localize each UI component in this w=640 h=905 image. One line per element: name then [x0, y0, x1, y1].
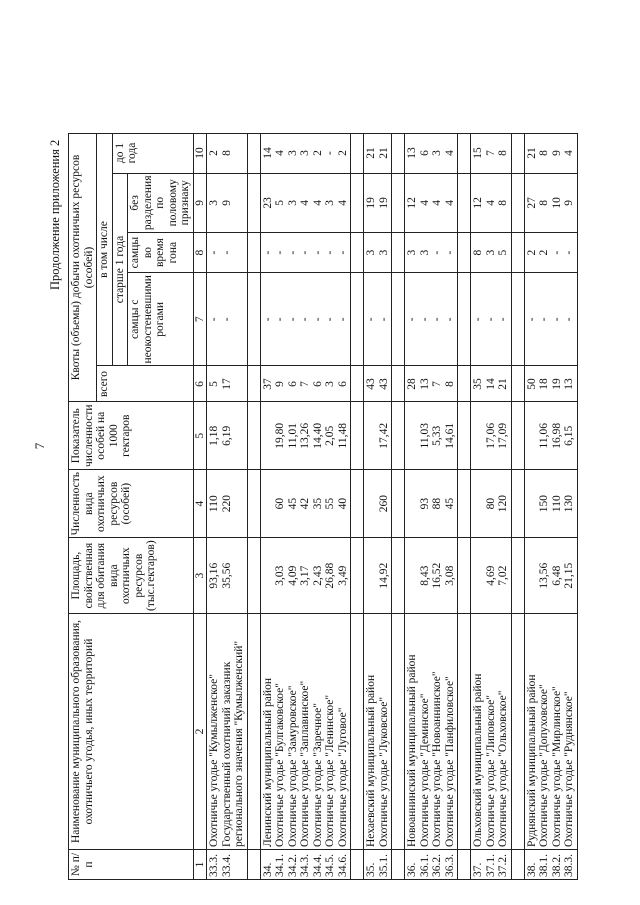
spacer-cell	[458, 273, 471, 366]
cell-c7: - - - - - - -	[260, 273, 351, 366]
cell-name: Охотничье угодье "Кумылженское" Государственный охотничий заказник регионального значения "Кумылженский"	[207, 614, 248, 850]
spacer-cell	[458, 538, 471, 614]
spacer-cell	[458, 850, 471, 880]
col-number: 4	[193, 470, 207, 538]
cell-c9: 3 9	[207, 173, 248, 233]
spacer-cell	[247, 614, 260, 850]
cell-area: 93,16 35,56	[207, 538, 248, 614]
col-number: 9	[193, 173, 207, 233]
cell-area: 3,03 4,09 3,17 2,43 26,88 3,49	[260, 538, 351, 614]
cell-c10: 21 21	[364, 133, 392, 173]
rotated-page	[40, 20, 640, 880]
spacer-cell	[247, 173, 260, 233]
spacer-cell	[351, 366, 364, 402]
spacer-cell	[351, 402, 364, 470]
spacer-cell	[351, 538, 364, 614]
quota-table	[68, 133, 578, 880]
spacer-cell	[511, 173, 524, 233]
spacer-cell	[392, 233, 405, 273]
spacer-cell	[392, 538, 405, 614]
cell-c8: - - - - - - -	[260, 233, 351, 273]
spacer-cell	[351, 614, 364, 850]
header-name: Наименование муниципального образования, охотничьего угодья, иных территорий	[69, 614, 194, 850]
header-males-antlers: самцы с неокостеневшими рогами	[128, 273, 194, 366]
cell-c7: - - -	[471, 273, 512, 366]
cell-c7: - -	[364, 273, 392, 366]
cell-count: 260	[364, 470, 392, 538]
table-body	[207, 133, 578, 879]
spacer-cell	[392, 614, 405, 850]
cell-c8: 8 3 5	[471, 233, 512, 273]
spacer-cell	[351, 850, 364, 880]
cell-area: 4,69 7,02	[471, 538, 512, 614]
cell-num: 37. 37.1. 37.2.	[471, 850, 512, 880]
cell-area: 14,92	[364, 538, 392, 614]
cell-density: 17,42	[364, 402, 392, 470]
header-total: всего	[97, 366, 194, 402]
header-older: старше 1 года	[112, 173, 128, 366]
cell-name: Ольховский муниципальный район Охотничье угодье "Липовское" Охотничье угодье "Ольховское"	[471, 614, 512, 850]
spacer-cell	[247, 470, 260, 538]
spacer-cell	[458, 402, 471, 470]
spacer-cell	[458, 133, 471, 173]
table-row	[364, 133, 392, 879]
cell-c8: 3 3 - -	[405, 233, 458, 273]
header-incl: в том числе	[97, 133, 113, 366]
spacer-cell	[392, 133, 405, 173]
cell-density: 11,06 16,98 6,15	[524, 402, 577, 470]
spacer-cell	[392, 366, 405, 402]
cell-c10: 14 4 3 3 2 - 2	[260, 133, 351, 173]
cell-c8: 3 3	[364, 233, 392, 273]
cell-count: 93 88 45	[405, 470, 458, 538]
spacer-cell	[511, 614, 524, 850]
spacer-cell	[458, 614, 471, 850]
header-young: до 1 года	[112, 133, 193, 173]
cell-name: Нехаевский муниципальный район Охотничье угодье "Луковское"	[364, 614, 392, 850]
col-number: 3	[193, 538, 207, 614]
spacer-cell	[458, 470, 471, 538]
header-quota: Квоты (объемы) добычи охотничьих ресурсов (особей)	[69, 133, 97, 402]
cell-c10: 13 6 3 4	[405, 133, 458, 173]
spacer-cell	[351, 173, 364, 233]
spacer-cell	[247, 538, 260, 614]
cell-density: 17,06 17,09	[471, 402, 512, 470]
header-count: Численность вида охотничьих ресурсов (особей)	[69, 470, 194, 538]
cell-area: 13,56 6,48 21,15	[524, 538, 577, 614]
spacer-cell	[247, 273, 260, 366]
cell-name: Руднянский муниципальный район Охотничье угодье "Допуховское" Охотничье угодье "Мирлинское" Охотничье угодье "Руднянское"	[524, 614, 577, 850]
spacer-row	[511, 133, 524, 879]
spacer-cell	[392, 402, 405, 470]
cell-num: 33.3. 33.4.	[207, 850, 248, 880]
cell-total: 28 13 7 8	[405, 366, 458, 402]
cell-c7: - - - -	[405, 273, 458, 366]
cell-density: 1,18 6,19	[207, 402, 248, 470]
col-number: 2	[193, 614, 207, 850]
spacer-cell	[511, 133, 524, 173]
cell-num: 34. 34.1. 34.2. 34.3. 34.4. 34.5. 34.6.	[260, 850, 351, 880]
cell-total: 5 17	[207, 366, 248, 402]
cell-count: 80 120	[471, 470, 512, 538]
cell-c9: 27 8 10 9	[524, 173, 577, 233]
continuation-title: Продолжение приложения 2	[48, 139, 62, 290]
spacer-cell	[351, 133, 364, 173]
spacer-row	[458, 133, 471, 879]
cell-c9: 23 5 3 4 4 3 4	[260, 173, 351, 233]
spacer-cell	[511, 538, 524, 614]
cell-num: 38. 38.1. 38.2. 38.3.	[524, 850, 577, 880]
col-number: 5	[193, 402, 207, 470]
col-number: 6	[193, 366, 207, 402]
col-number: 10	[193, 133, 207, 173]
cell-area: 8,43 16,52 3,08	[405, 538, 458, 614]
header-density: Показатель численности особей на 1000 гектаров	[69, 402, 194, 470]
cell-c9: 12 4 8	[471, 173, 512, 233]
column-number-row	[193, 133, 207, 879]
spacer-cell	[458, 366, 471, 402]
spacer-cell	[247, 366, 260, 402]
spacer-cell	[511, 470, 524, 538]
col-number: 8	[193, 233, 207, 273]
spacer-row	[351, 133, 364, 879]
cell-name: Ленинский муниципальный район Охотничье угодье "Булгаковское" Охотничье угодье "Замуровское" Охотничье угодье "Заплавинское" Охотничье угодье "Заречное" Охотничье угодье "Ленинское" Охотничье угодье "Луговое"	[260, 614, 351, 850]
header-males-rut: самцы во время гона	[128, 233, 194, 273]
spacer-cell	[392, 850, 405, 880]
cell-total: 35 14 21	[471, 366, 512, 402]
header-num: № п/п	[69, 850, 194, 880]
spacer-cell	[392, 470, 405, 538]
cell-name: Новоаннинский муниципальный район Охотничье угодье "Деминское" Охотничье угодье "Новоаннинское" Охотничье угодье "Панфиловское"	[405, 614, 458, 850]
spacer-cell	[511, 233, 524, 273]
spacer-cell	[511, 402, 524, 470]
spacer-cell	[511, 366, 524, 402]
col-number: 1	[193, 850, 207, 880]
spacer-cell	[351, 273, 364, 366]
cell-total: 43 43	[364, 366, 392, 402]
cell-total: 50 18 19 13	[524, 366, 577, 402]
cell-density: 11,03 5,33 14,61	[405, 402, 458, 470]
spacer-cell	[511, 850, 524, 880]
cell-c9: 19 19	[364, 173, 392, 233]
spacer-cell	[392, 273, 405, 366]
spacer-row	[247, 133, 260, 879]
cell-num: 35. 35.1.	[364, 850, 392, 880]
spacer-cell	[247, 233, 260, 273]
cell-count: 60 45 42 35 55 40	[260, 470, 351, 538]
spacer-cell	[511, 273, 524, 366]
header-no-sex: без разделения по половому признаку	[128, 173, 194, 233]
spacer-cell	[247, 850, 260, 880]
spacer-cell	[392, 173, 405, 233]
cell-c7: - - - -	[524, 273, 577, 366]
spacer-cell	[351, 470, 364, 538]
spacer-cell	[458, 173, 471, 233]
cell-count: 150 110 130	[524, 470, 577, 538]
spacer-row	[392, 133, 405, 879]
spacer-cell	[247, 402, 260, 470]
table-row	[260, 133, 351, 879]
page-number: 7	[32, 442, 47, 450]
cell-c10: 21 8 9 4	[524, 133, 577, 173]
spacer-cell	[351, 233, 364, 273]
cell-c8: 2 2 - -	[524, 233, 577, 273]
cell-c7: - -	[207, 273, 248, 366]
cell-c10: 2 8	[207, 133, 248, 173]
table-row	[471, 133, 512, 879]
table-row	[207, 133, 248, 879]
header-area: Площадь, свойственная для обитания вида охотничьих ресурсов (тыс.гектаров)	[69, 538, 194, 614]
cell-c8: - -	[207, 233, 248, 273]
cell-c10: 15 7 8	[471, 133, 512, 173]
cell-total: 37 9 6 7 6 3 6	[260, 366, 351, 402]
cell-count: 110 220	[207, 470, 248, 538]
spacer-cell	[247, 133, 260, 173]
spacer-cell	[458, 233, 471, 273]
table-row	[405, 133, 458, 879]
col-number: 7	[193, 273, 207, 366]
cell-density: 19,80 11,01 13,26 14,40 2,05 11,48	[260, 402, 351, 470]
cell-c9: 12 4 4 4	[405, 173, 458, 233]
table-row	[524, 133, 577, 879]
cell-num: 36. 36.1. 36.2. 36.3.	[405, 850, 458, 880]
